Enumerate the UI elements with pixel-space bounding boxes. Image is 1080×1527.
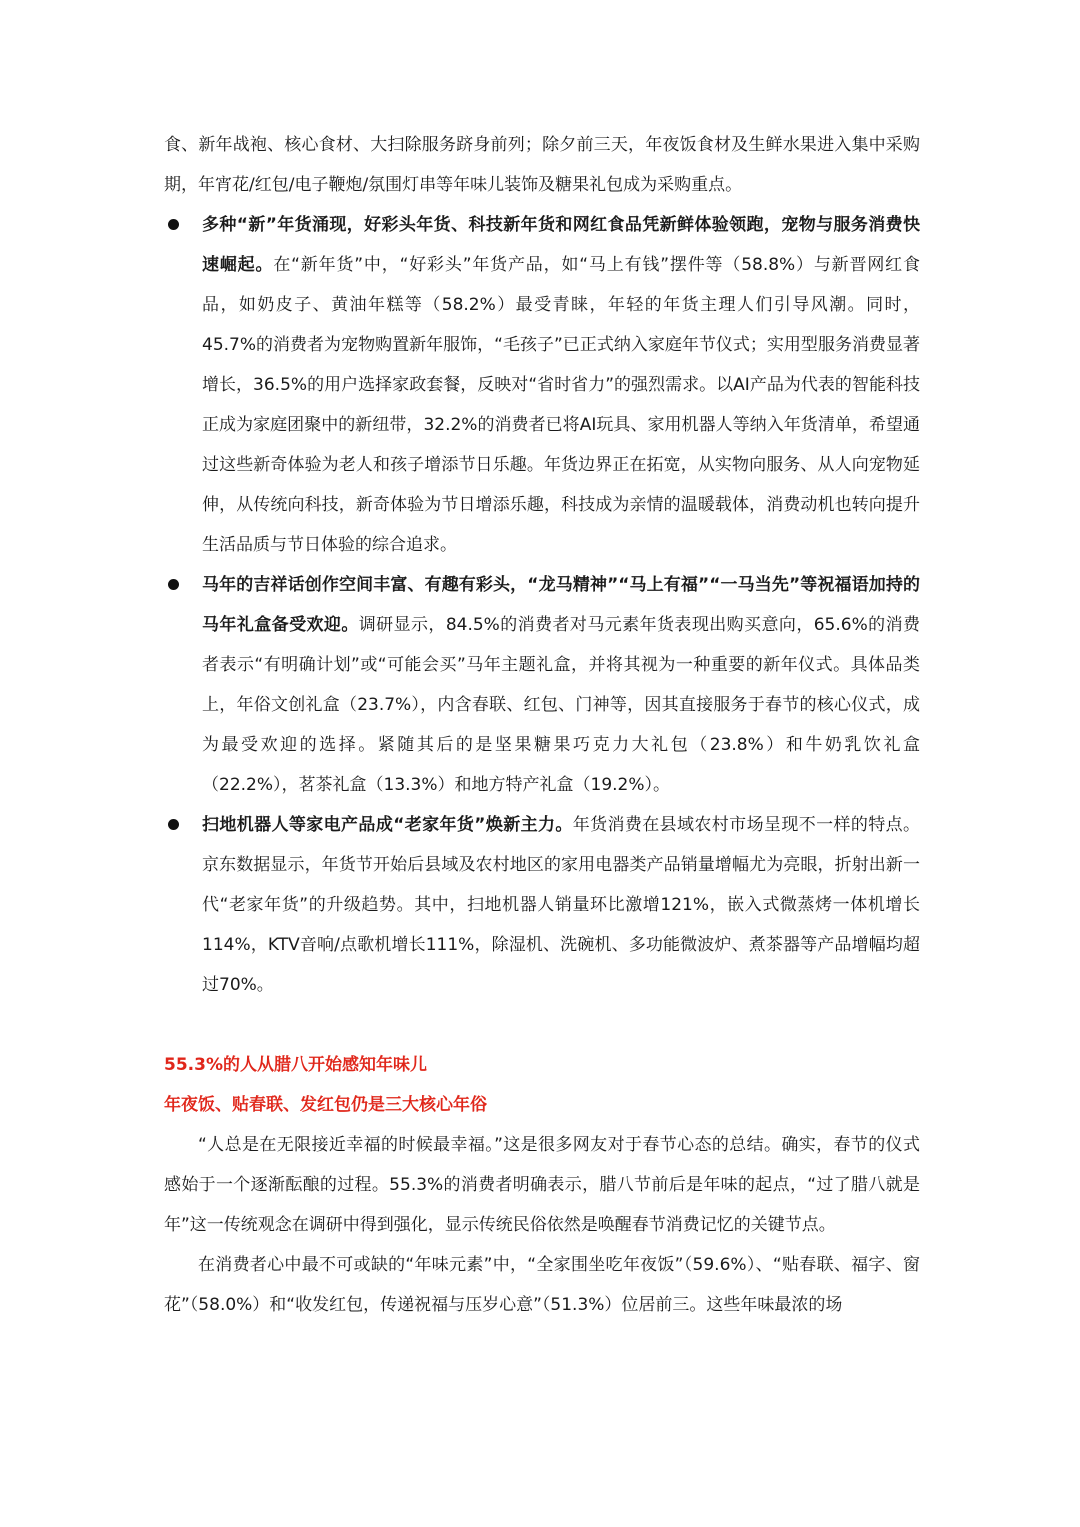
section-paragraph-1: “人总是在无限接近幸福的时候最幸福。”这是很多网友对于春节心态的总结。确实，春节的仪式感始于一个逐渐酝酿的过程。55.3%的消费者明确表示，腊八节前后是年味的起点，“过了腊八就是年”这一传统观念在调研中得到强化，显示传统民俗依然是唤醒春节消费记忆的关键节点。 <box>164 1135 920 1235</box>
bullet-bold-lead: 马年的吉祥话创作空间丰富、有趣有彩头，“龙马精神”“马上有福”“一马当先”等祝福语加持的马年礼盒备受欢迎。 <box>202 575 920 635</box>
bullet-body-text: 年货消费在县域农村市场呈现不一样的特点。京东数据显示，年货节开始后县域及农村地区的家用电器类产品销量增幅尤为亮眼，折射出新一代“老家年货”的升级趋势。其中，扫地机器人销量环比激增121%，嵌入式微蒸烤一体机增长114%，KTV音响/点歌机增长111%，除湿机、洗碗机、多功能微波炉、煮茶器等产品增幅均超过70%。 <box>202 815 920 995</box>
bullet-bold-lead: 扫地机器人等家电产品成“老家年货”焕新主力。 <box>202 815 573 835</box>
section-paragraph-2: 在消费者心中最不可或缺的“年味元素”中，“全家围坐吃年夜饭”（59.6%）、“贴春联、福字、窗花”（58.0%）和“收发红包，传递祝福与压岁心意”（51.3%）位居前三。这些年味最浓的场 <box>164 1255 920 1315</box>
bullet-body-text: 在“新年货”中，“好彩头”年货产品，如“马上有钱”摆件等（58.8%）与新晋网红食品，如奶皮子、黄油年糕等（58.2%）最受青睐，年轻的年货主理人们引导风潮。同时，45.7%的消费者为宠物购置新年服饰，“毛孩子”已正式纳入家庭年节仪式；实用型服务消费显著增长，36.5%的用户选择家政套餐，反映对“省时省力”的强烈需求。以AI产品为代表的智能科技正成为家庭团聚中的新纽带，32.2%的消费者已将AI玩具、家用机器人等纳入年货清单，希望通过这些新奇体验为老人和孩子增添节日乐趣。年货边界正在拓宽，从实物向服务、从人向宠物延伸，从传统向科技，新奇体验为节日增添乐趣，科技成为亲情的温暖载体，消费动机也转向提升生活品质与节日体验的综合追求。 <box>202 255 921 555</box>
bullet-dot-icon <box>168 579 179 590</box>
section-heading-secondary: 年夜饭、贴春联、发红包仍是三大核心年俗 <box>164 1095 487 1115</box>
bullet-item-appliances <box>164 805 920 1005</box>
section-heading-primary: 55.3%的人从腊八开始感知年味儿 <box>164 1055 427 1075</box>
bullet-item-new-goods <box>164 205 920 565</box>
bullet-dot-icon <box>168 819 179 830</box>
bullet-item-horse-year <box>164 565 920 805</box>
intro-paragraph: 食、新年战袍、核心食材、大扫除服务跻身前列；除夕前三天，年夜饭食材及生鲜水果进入集中采购期，年宵花/红包/电子鞭炮/氛围灯串等年味儿装饰及糖果礼包成为采购重点。 <box>164 135 920 195</box>
document-page <box>164 125 920 1325</box>
bullet-dot-icon <box>168 219 179 230</box>
bullet-bold-lead: 多种“新”年货涌现，好彩头年货、科技新年货和网红食品凭新鲜体验领跑，宠物与服务消费快速崛起。 <box>202 215 920 275</box>
bullet-body-text: 调研显示，84.5%的消费者对马元素年货表现出购买意向，65.6%的消费者表示“有明确计划”或“可能会买”马年主题礼盒，并将其视为一种重要的新年仪式。具体品类上，年俗文创礼盒（23.7%），内含春联、红包、门神等，因其直接服务于春节的核心仪式，成为最受欢迎的选择。紧随其后的是坚果糖果巧克力大礼包（23.8%）和牛奶乳饮礼盒（22.2%），茗茶礼盒（13.3%）和地方特产礼盒（19.2%）。 <box>202 615 920 795</box>
